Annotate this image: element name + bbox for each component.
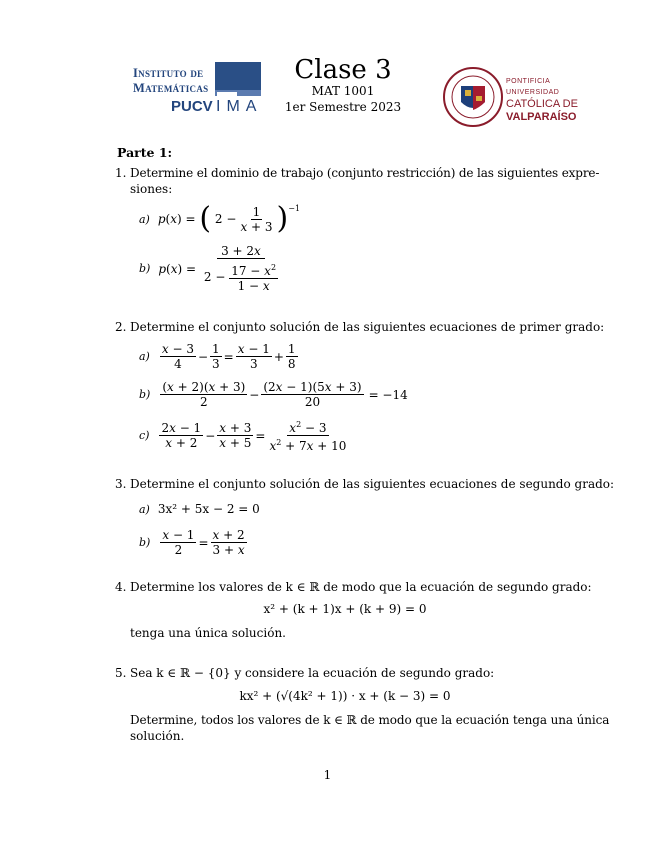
page-title: Clase 3 (294, 55, 392, 85)
part-title: Parte 1: (117, 145, 173, 160)
pucv-line4: VALPARAÍSO (506, 111, 577, 123)
imca-logo (133, 62, 261, 120)
q2-text: Determine el conjunto solución de las siguientes ecuaciones de primer grado: (130, 320, 605, 334)
q4-number: 4. (115, 580, 127, 594)
q3b-label: b) (139, 536, 151, 549)
q1a-label: a) (139, 212, 150, 226)
q1-text: Determine el dominio de trabajo (conjunto restricción) de las siguientes expre- (130, 166, 600, 180)
logo-ima: IMA (216, 98, 263, 115)
q2-number: 2. (115, 320, 127, 334)
q4-equation: x² + (k + 1)x + (k + 9) = 0 (263, 602, 427, 616)
q2b-label: b) (139, 388, 151, 401)
q3b-expression: b) $\frac{x - 1}{2}$ = $\frac{x + 2}{3 + x}$ (139, 528, 245, 557)
q1a-expression: a) p ( x ) = ( 2 − $\frac{1}{x + 3}$ ) $^{-1}$ (139, 201, 301, 236)
pucv-logo (442, 66, 582, 128)
pucv-line3: CATÓLICA DE (506, 98, 578, 110)
q3a-label: a) (139, 502, 150, 516)
q1b-expression: b) p ( x ) = 3 + 2x 2 − $\frac{17 - x^2}{1 - x}$ (139, 244, 277, 293)
semester: 1er Semestre 2023 (284, 100, 402, 114)
q5-after: Determine, todos los valores de k ∈ ℝ de modo que la ecuación tenga una única (130, 713, 610, 727)
page-number: 1 (323, 768, 332, 782)
q2c-expression: c) $\frac{2x - 1}{x + 2}$ − $\frac{x + 3}{x + 5}$ = $\frac{x^2 - 3}{x^2 + 7x + 10}$ (139, 420, 347, 453)
q3a-equation: 3x² + 5x − 2 = 0 (157, 502, 260, 516)
q2b-rhs: = −14 (368, 387, 408, 402)
q5-after2: solución. (130, 729, 185, 743)
q4-text: Determine los valores de k ∈ ℝ de modo que la ecuación de segundo grado: (130, 580, 592, 594)
q2b-expression: b) $\frac{(x + 2)(x + 3)}{2}$ − $\frac{(2x - 1)(5x + 3)}{20}$ = −14 (139, 380, 408, 409)
q1-number: 1. (115, 166, 127, 180)
q2a-expression: a) $\frac{x - 3}{4}$ − $\frac{1}{3}$ = $\frac{x - 1}{3}$ + $\frac{1}{8}$ (139, 342, 296, 371)
q1-text2: siones: (130, 182, 173, 196)
q3-number: 3. (115, 477, 127, 491)
q4-after: tenga una única solución. (130, 626, 286, 640)
q2a-label: a) (139, 350, 150, 363)
q1b-label: b) (139, 262, 151, 275)
q5-equation: kx² + (√(4k² + 1)) · x + (k − 3) = 0 (239, 689, 451, 703)
course-code: MAT 1001 (311, 84, 375, 98)
q2c-label: c) (139, 429, 150, 442)
logo-pucv: PUCV (171, 98, 213, 115)
q5-text: Sea k ∈ ℝ − {0} y considere la ecuación de segundo grado: (130, 666, 495, 680)
q3-text: Determine el conjunto solución de las siguientes ecuaciones de segundo grado: (130, 477, 615, 491)
logo-line2: Matemáticas (133, 81, 209, 95)
q5-number: 5. (115, 666, 127, 680)
logo-line1: Instituto de (133, 66, 204, 80)
pucv-line1: PONTIFICIA (506, 78, 551, 85)
pucv-line2: UNIVERSIDAD (506, 89, 560, 96)
